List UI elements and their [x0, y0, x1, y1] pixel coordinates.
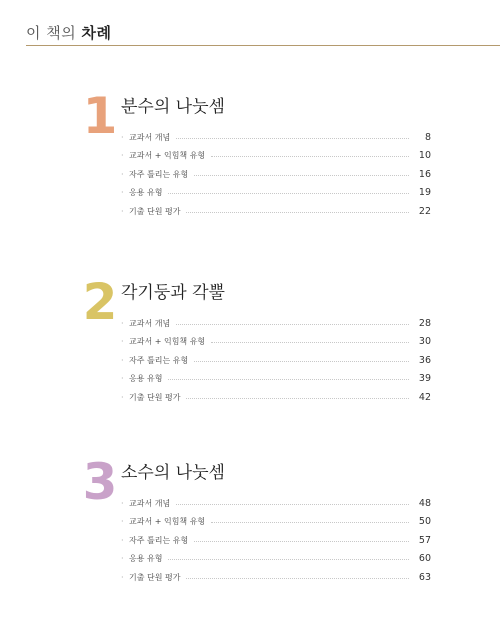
toc-item[interactable] [121, 202, 431, 221]
toc-item-page: 39 [418, 373, 431, 385]
toc-item-page: 10 [418, 150, 431, 162]
toc-item[interactable] [121, 147, 431, 166]
toc-list [121, 314, 431, 407]
toc-item-page: 30 [418, 336, 431, 348]
toc-item[interactable] [121, 370, 431, 389]
toc-item-page: 36 [418, 354, 431, 366]
toc-item-label: 응용 유형 [129, 374, 163, 384]
toc-item-label: 기출 단원 평가 [129, 572, 181, 582]
dot-leader [211, 522, 409, 523]
dot-leader [176, 324, 409, 325]
toc-item-label: 기출 단원 평가 [129, 206, 181, 216]
toc-item[interactable] [121, 494, 431, 513]
toc-item[interactable] [121, 184, 431, 203]
chapter-title[interactable]: 분수의 나눗셈 [121, 97, 225, 117]
dot-leader [168, 379, 409, 380]
bullet-icon: · [121, 337, 124, 347]
toc-item-label: 교과서 + 익힘책 유형 [129, 337, 206, 347]
toc-item-label: 응용 유형 [129, 188, 163, 198]
dot-leader [176, 504, 409, 505]
toc-item-label: 교과서 + 익힘책 유형 [129, 151, 206, 161]
toc-item[interactable] [121, 531, 431, 550]
bullet-icon: · [121, 498, 124, 508]
toc-item-label: 교과서 + 익힘책 유형 [129, 517, 206, 527]
dot-leader [186, 212, 409, 213]
bullet-icon: · [121, 169, 124, 179]
toc-list [121, 128, 431, 221]
chapter-number: 2 [82, 273, 118, 331]
toc-item[interactable] [121, 568, 431, 587]
toc-item[interactable] [121, 165, 431, 184]
toc-item-label: 교과서 개념 [129, 132, 171, 142]
toc-item-page: 19 [418, 187, 431, 199]
header-emphasis: 차례 [81, 24, 112, 42]
dot-leader [194, 541, 409, 542]
dot-leader [186, 398, 409, 399]
toc-item-page: 16 [418, 168, 431, 180]
toc-item[interactable] [121, 351, 431, 370]
bullet-icon: · [121, 132, 124, 142]
toc-item-label: 자주 틀리는 유형 [129, 355, 189, 365]
dot-leader [211, 156, 409, 157]
toc-item-page: 8 [424, 131, 431, 143]
chapter-2 [0, 273, 500, 428]
bullet-icon: · [121, 374, 124, 384]
toc-item-label: 기출 단원 평가 [129, 392, 181, 402]
toc-item-page: 57 [418, 534, 431, 546]
toc-item-label: 자주 틀리는 유형 [129, 169, 189, 179]
toc-item[interactable] [121, 513, 431, 532]
dot-leader [194, 361, 409, 362]
chapter-number: 1 [82, 87, 118, 145]
chapter-title[interactable]: 소수의 나눗셈 [121, 463, 225, 483]
dot-leader [168, 559, 409, 560]
bullet-icon: · [121, 392, 124, 402]
toc-item-label: 응용 유형 [129, 554, 163, 564]
toc-item-page: 42 [418, 391, 431, 403]
page-header [26, 22, 112, 43]
chapter-number: 3 [82, 453, 118, 511]
toc-list [121, 494, 431, 587]
toc-item[interactable] [121, 388, 431, 407]
chapter-3 [0, 453, 500, 608]
bullet-icon: · [121, 554, 124, 564]
toc-item-label: 자주 틀리는 유형 [129, 535, 189, 545]
toc-item[interactable] [121, 333, 431, 352]
toc-item-page: 60 [418, 553, 431, 565]
bullet-icon: · [121, 188, 124, 198]
chapter-1 [0, 87, 500, 242]
bullet-icon: · [121, 151, 124, 161]
toc-item-page: 48 [418, 497, 431, 509]
dot-leader [176, 138, 409, 139]
chapter-title[interactable]: 각기둥과 각뿔 [121, 283, 225, 303]
dot-leader [168, 193, 409, 194]
toc-item-page: 22 [418, 205, 431, 217]
dot-leader [186, 578, 409, 579]
toc-item-page: 28 [418, 317, 431, 329]
dot-leader [194, 175, 409, 176]
bullet-icon: · [121, 355, 124, 365]
header-prefix: 이 책의 [26, 24, 82, 42]
bullet-icon: · [121, 206, 124, 216]
header-divider [26, 45, 500, 46]
toc-item[interactable] [121, 550, 431, 569]
toc-item-page: 63 [418, 571, 431, 583]
toc-item-page: 50 [418, 516, 431, 528]
toc-item-label: 교과서 개념 [129, 318, 171, 328]
toc-item-label: 교과서 개념 [129, 498, 171, 508]
bullet-icon: · [121, 318, 124, 328]
bullet-icon: · [121, 572, 124, 582]
toc-item[interactable] [121, 128, 431, 147]
toc-item[interactable] [121, 314, 431, 333]
bullet-icon: · [121, 517, 124, 527]
dot-leader [211, 342, 409, 343]
bullet-icon: · [121, 535, 124, 545]
